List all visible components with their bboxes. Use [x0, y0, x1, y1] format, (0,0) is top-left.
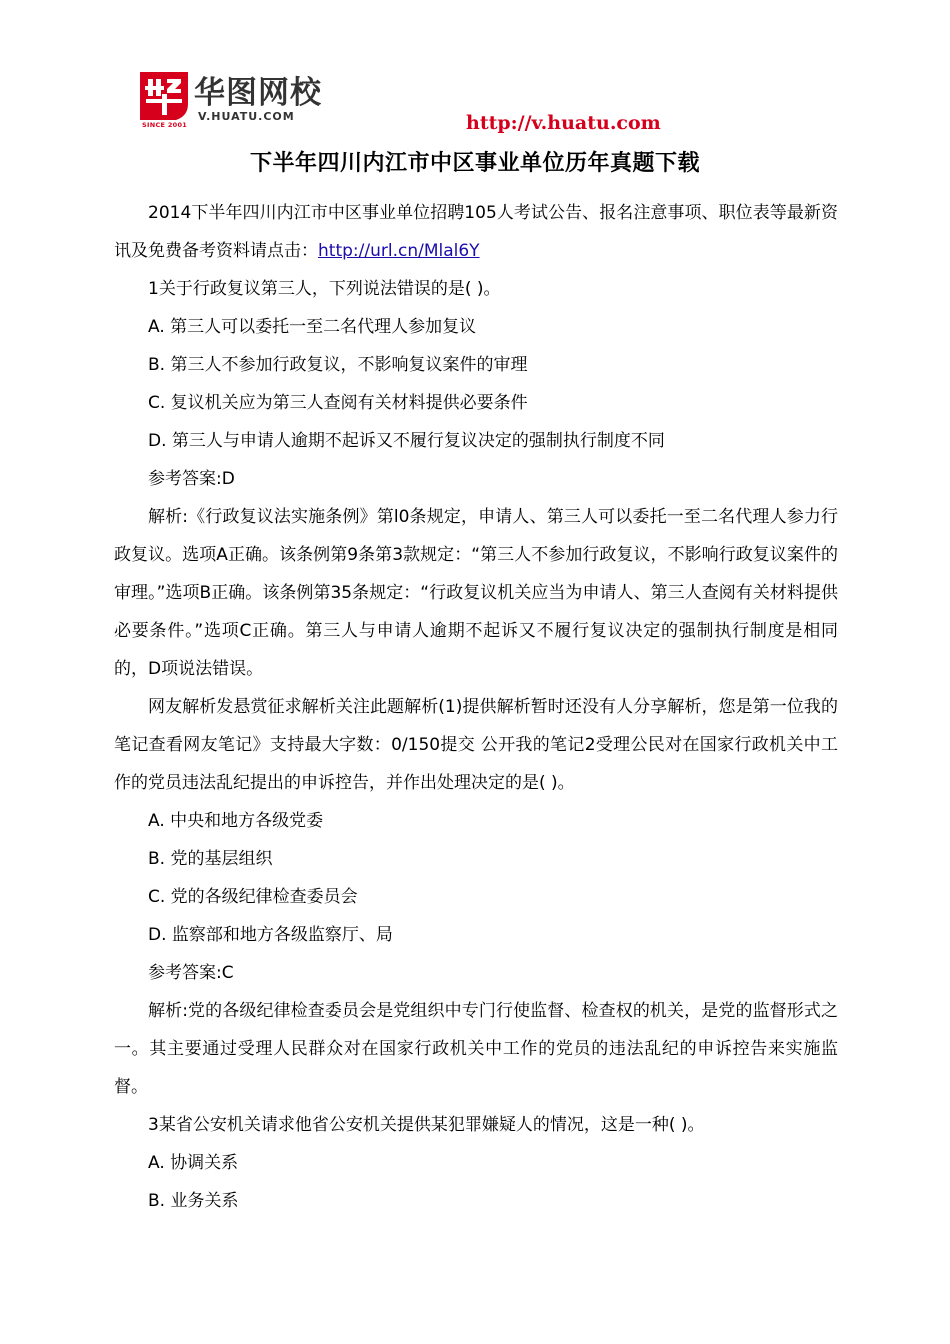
document-body	[114, 194, 838, 1220]
site-url-link[interactable]: http://v.huatu.com	[466, 112, 661, 134]
document-header	[0, 0, 950, 150]
logo-since-text: SINCE 2001	[142, 121, 188, 129]
question-2-option-d: D. 监察部和地方各级监察厅、局	[148, 925, 393, 945]
question-2-option-c: C. 党的各级纪律检查委员会	[148, 887, 358, 907]
huatu-logo	[140, 72, 380, 132]
question-3: 3某省公安机关请求他省公安机关提供某犯罪嫌疑人的情况，这是一种( )。	[148, 1115, 705, 1135]
question-1-option-a: A. 第三人可以委托一至二名代理人参加复议	[148, 317, 477, 337]
document-title: 下半年四川内江市中区事业单位历年真题下载	[249, 151, 700, 176]
question-3-option-b: B. 业务关系	[148, 1191, 239, 1211]
question-2-answer: 参考答案:C	[148, 963, 234, 983]
huatu-logo-icon	[140, 72, 188, 120]
intro-text: 2014下半年四川内江市中区事业单位招聘105人考试公告、报名注意事项、职位表等最新资讯及免费备考资料请点击：	[114, 203, 838, 261]
intro-paragraph	[114, 194, 838, 270]
question-1-option-d: D. 第三人与申请人逾期不起诉又不履行复议决定的强制执行制度不同	[148, 431, 665, 451]
question-1-answer: 参考答案:D	[148, 469, 235, 489]
question-1-explanation: 解析:《行政复议法实施条例》第l0条规定，申请人、第三人可以委托一至二名代理人参力行政复议。选项A正确。该条例第9条第3款规定：“第三人不参加行政复议，不影响行政复议案件的审理。”选项B正确。该条例第35条规定：“行政复议机关应当为申请人、第三人查阅有关材料提供必要条件。”选项C正确。第三人与申请人逾期不起诉又不履行复议决定的强制执行制度是相同的，D项说法错误。	[114, 507, 838, 679]
question-1: 1关于行政复议第三人，下列说法错误的是( )。	[148, 279, 501, 299]
logo-name-text: 华图网校	[194, 75, 322, 111]
question-2-explanation: 解析:党的各级纪律检查委员会是党组织中专门行使监督、检查权的机关，是党的监督形式之一。其主要通过受理人民群众对在国家行政机关中工作的党员的违法乱纪的申诉控告来实施监督。	[114, 1001, 838, 1097]
question-3-option-a: A. 协调关系	[148, 1153, 239, 1173]
logo-domain-text: V.HUATU.COM	[198, 110, 295, 123]
intro-link[interactable]: http://url.cn/Mlal6Y	[318, 241, 480, 261]
question-2-option-b: B. 党的基层组织	[148, 849, 273, 869]
question-1-option-c: C. 复议机关应为第三人查阅有关材料提供必要条件	[148, 393, 528, 413]
question-1-option-b: B. 第三人不参加行政复议，不影响复议案件的审理	[148, 355, 528, 375]
question-2-option-a: A. 中央和地方各级党委	[148, 811, 324, 831]
question-2: 网友解析发悬赏征求解析关注此题解析(1)提供解析暂时还没有人分享解析，您是第一位我的笔记查看网友笔记》支持最大字数：0/150提交 公开我的笔记2受理公民对在国家行政机关中工作的党员违法乱纪提出的申诉控告，并作出处理决定的是( )。	[114, 697, 838, 793]
